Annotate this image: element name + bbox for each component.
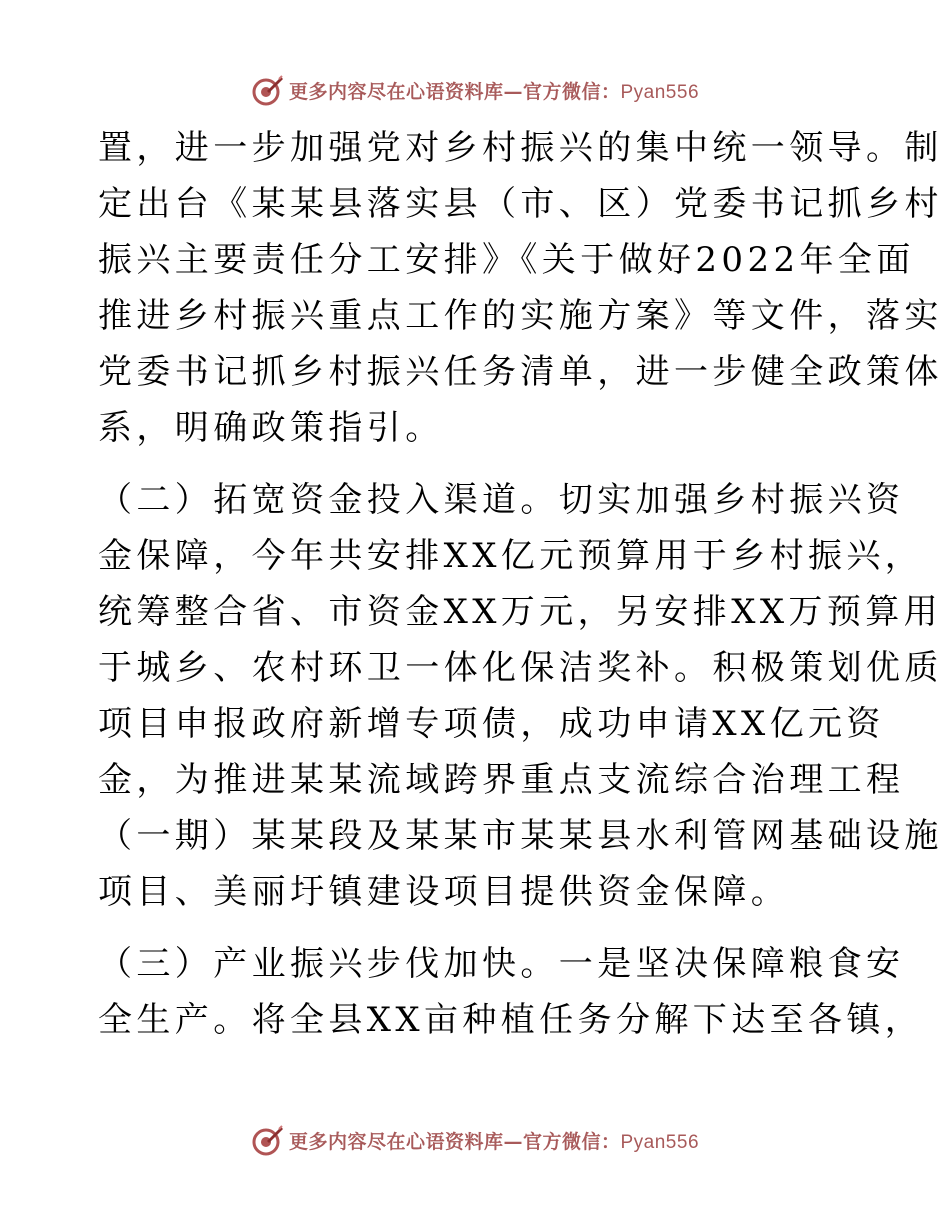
text-line: 全生产。将全县XX亩种植任务分解下达至各镇， xyxy=(98,1000,924,1040)
watermark-text: 更多内容尽在心语资料库—官方微信：Pyan556 xyxy=(288,80,700,103)
text-line: 金保障，今年共安排XX亿元预算用于乡村振兴， xyxy=(98,536,924,576)
text-line: 项目、美丽圩镇建设项目提供资金保障。 xyxy=(98,872,790,912)
text-line: （一期）某某段及某某市某某县水利管网基础设施 xyxy=(98,816,943,856)
text-line: 置，进一步加强党对乡村振兴的集中统一领导。制 xyxy=(98,128,943,168)
text-line: 推进乡村振兴重点工作的实施方案》等文件，落实 xyxy=(98,296,943,336)
watermark-text: 更多内容尽在心语资料库—官方微信：Pyan556 xyxy=(288,1130,700,1153)
text-line: 定出台《某某县落实县（市、区）党委书记抓乡村 xyxy=(98,184,943,224)
pen-logo-icon xyxy=(251,1123,285,1157)
footer-watermark xyxy=(0,1120,950,1160)
text-line: 于城乡、农村环卫一体化保洁奖补。积极策划优质 xyxy=(98,648,943,688)
header-watermark xyxy=(0,70,950,110)
text-line: 项目申报政府新增专项债，成功申请XX亿元资 xyxy=(98,704,885,744)
watermark-handle: Pyan556 xyxy=(620,1131,700,1153)
text-line: （二）拓宽资金投入渠道。切实加强乡村振兴资 xyxy=(98,480,905,520)
paragraph-1 xyxy=(98,120,943,456)
text-line: 统筹整合省、市资金XX万元，另安排XX万预算用 xyxy=(98,592,943,632)
text-line: 党委书记抓乡村振兴任务清单，进一步健全政策体 xyxy=(98,352,943,392)
text-line: （三）产业振兴步伐加快。一是坚决保障粮食安 xyxy=(98,944,905,984)
watermark-handle: Pyan556 xyxy=(620,81,700,103)
paragraph-2 xyxy=(98,472,943,920)
paragraph-3 xyxy=(98,936,924,1048)
text-line: 金，为推进某某流域跨界重点支流综合治理工程 xyxy=(98,760,905,800)
pen-logo-icon xyxy=(251,73,285,107)
text-line: 系，明确政策指引。 xyxy=(98,408,444,448)
text-line: 振兴主要责任分工安排》《关于做好2022年全面 xyxy=(98,240,915,280)
document-body xyxy=(98,120,943,1064)
